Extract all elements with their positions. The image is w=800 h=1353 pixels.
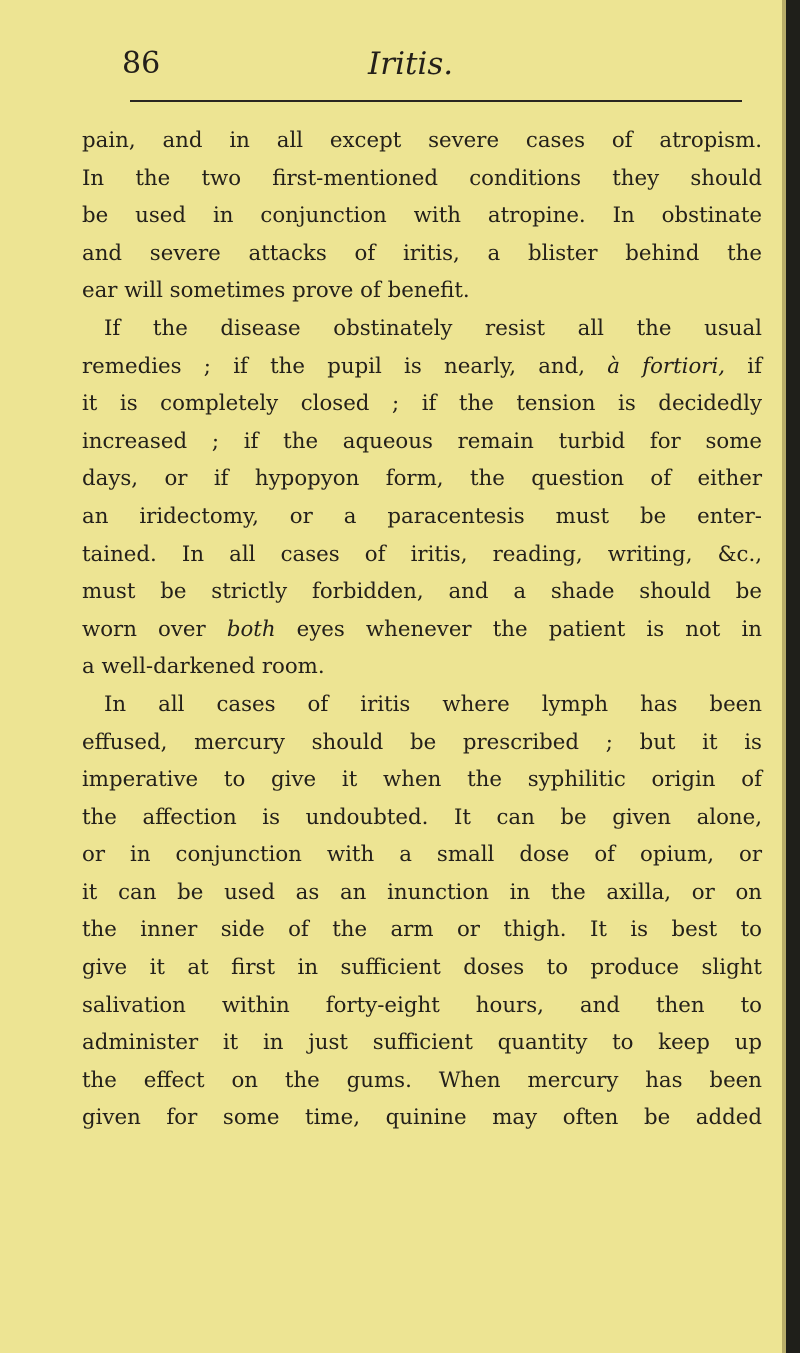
italic-word: both xyxy=(226,616,276,642)
text-line: and severe attacks of iritis, a blister behind the xyxy=(82,240,762,266)
text-line: salivation within forty-eight hours, and then to xyxy=(82,992,762,1018)
text-line: the effect on the gums. When mercury has been xyxy=(82,1067,762,1093)
running-title: Iritis. xyxy=(368,46,454,82)
page-header xyxy=(0,44,800,88)
text-line: effused, mercury should be prescribed ; but it is xyxy=(82,729,762,755)
text-line-segment: eyes whenever the patient is not in xyxy=(296,616,762,642)
body-text xyxy=(82,122,762,1137)
text-line: tained. In all cases of iritis, reading, writing, &c., xyxy=(82,541,762,567)
text-line-segment: remedies ; if the pupil is nearly, and, xyxy=(82,353,586,379)
text-line: If the disease obstinately resist all the usual xyxy=(104,315,762,341)
text-line: administer it in just sufficient quantity to keep up xyxy=(82,1030,762,1056)
text-line-with-italic xyxy=(82,611,762,649)
page-edge xyxy=(786,0,800,1353)
text-line: be used in conjunction with atropine. In obstinate xyxy=(82,203,762,229)
text-line: a well-darkened room. xyxy=(82,654,325,680)
text-line: In the two first-mentioned conditions they should xyxy=(82,165,762,191)
italic-phrase: à fortiori, xyxy=(607,353,726,379)
text-line: imperative to give it when the syphilitic origin of xyxy=(82,767,762,793)
header-rule xyxy=(130,100,742,102)
text-line: increased ; if the aqueous remain turbid for some xyxy=(82,428,762,454)
text-line-with-italic xyxy=(82,348,762,386)
text-line: the inner side of the arm or thigh. It is best to xyxy=(82,917,762,943)
text-line-segment: if xyxy=(747,353,762,379)
text-line: the affection is undoubted. It can be given alone, xyxy=(82,804,762,830)
text-line: must be strictly forbidden, and a shade should be xyxy=(82,579,762,605)
text-line: given for some time, quinine may often be added xyxy=(82,1105,762,1131)
text-line: it is completely closed ; if the tension is decidedly xyxy=(82,391,762,417)
text-line: In all cases of iritis where lymph has been xyxy=(104,691,762,717)
text-line: days, or if hypopyon form, the question of either xyxy=(82,466,762,492)
text-line: it can be used as an inunction in the axilla, or on xyxy=(82,879,762,905)
text-line-segment: worn over xyxy=(82,616,206,642)
text-line: ear will sometimes prove of benefit. xyxy=(82,278,470,304)
page-number: 86 xyxy=(122,46,161,81)
text-line: give it at first in sufficient doses to produce slight xyxy=(82,955,762,981)
text-line: pain, and in all except severe cases of atropism. xyxy=(82,128,762,153)
text-line: or in conjunction with a small dose of opium, or xyxy=(82,842,762,868)
text-line: an iridectomy, or a paracentesis must be enter- xyxy=(82,503,762,529)
